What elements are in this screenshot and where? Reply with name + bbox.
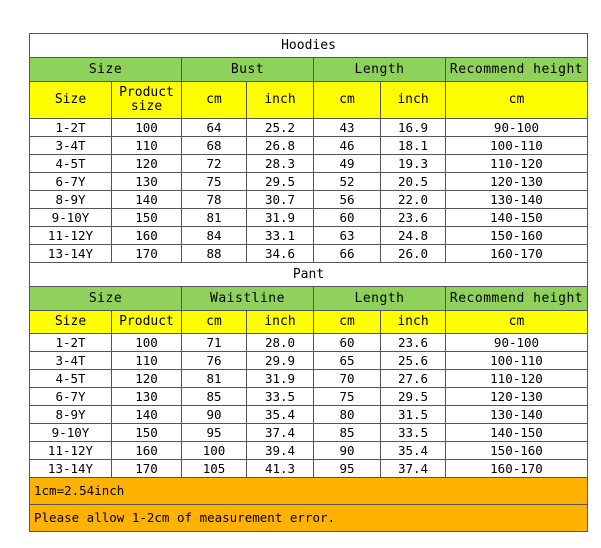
table-cell-length-inch: 35.4 (381, 442, 446, 460)
table-cell-size: 1-2T (30, 119, 112, 137)
conversion-note: 1cm=2.54inch (30, 478, 588, 505)
table-cell-length-inch: 18.1 (381, 137, 446, 155)
table-cell-size: 3-4T (30, 137, 112, 155)
table-cell-length-cm: 49 (314, 155, 381, 173)
table-cell-col-3: 64 (182, 119, 247, 137)
subheader-length-inch: inch (381, 311, 446, 334)
table-cell-recommend-height: 110-120 (446, 155, 588, 173)
table-cell-recommend-height: 130-140 (446, 191, 588, 209)
subheader-waist-cm: cm (182, 311, 247, 334)
table-cell-size: 8-9Y (30, 191, 112, 209)
table-row (30, 424, 588, 442)
table-cell-col-3: 75 (182, 173, 247, 191)
table-cell-length-cm: 46 (314, 137, 381, 155)
table-cell-col-4: 41.3 (247, 460, 314, 478)
table-cell-col-3: 105 (182, 460, 247, 478)
table-cell-recommend-height: 130-140 (446, 406, 588, 424)
table-cell-length-cm: 70 (314, 370, 381, 388)
table-cell-product-size: 100 (112, 119, 182, 137)
table-cell-product-size: 160 (112, 227, 182, 245)
group-header-bust: Bust (182, 58, 314, 82)
table-cell-col-4: 28.0 (247, 334, 314, 352)
table-cell-col-4: 29.5 (247, 173, 314, 191)
table-cell-length-cm: 65 (314, 352, 381, 370)
table-cell-recommend-height: 120-130 (446, 173, 588, 191)
table-cell-col-4: 34.6 (247, 245, 314, 263)
table-cell-length-cm: 95 (314, 460, 381, 478)
table-cell-recommend-height: 150-160 (446, 442, 588, 460)
hoodies-title: Hoodies (30, 34, 588, 58)
group-header-length: Length (314, 287, 446, 311)
table-cell-size: 4-5T (30, 155, 112, 173)
table-cell-col-4: 33.1 (247, 227, 314, 245)
table-cell-col-3: 76 (182, 352, 247, 370)
table-cell-size: 9-10Y (30, 424, 112, 442)
table-cell-product-size: 110 (112, 352, 182, 370)
hoodies-subheader-row (30, 82, 588, 119)
table-cell-col-4: 31.9 (247, 209, 314, 227)
group-header-waistline: Waistline (182, 287, 314, 311)
table-cell-length-inch: 22.0 (381, 191, 446, 209)
group-header-recommend-height: Recommend height (446, 287, 588, 311)
table-cell-product-size: 130 (112, 388, 182, 406)
pant-subheader-row (30, 311, 588, 334)
table-cell-length-inch: 31.5 (381, 406, 446, 424)
table-cell-col-4: 26.8 (247, 137, 314, 155)
table-cell-col-4: 37.4 (247, 424, 314, 442)
table-cell-product-size: 150 (112, 424, 182, 442)
table-cell-product-size: 110 (112, 137, 182, 155)
table-cell-recommend-height: 90-100 (446, 119, 588, 137)
table-cell-size: 3-4T (30, 352, 112, 370)
table-cell-length-inch: 37.4 (381, 460, 446, 478)
subheader-bust-inch: inch (247, 82, 314, 119)
table-cell-col-3: 88 (182, 245, 247, 263)
table-cell-recommend-height: 160-170 (446, 460, 588, 478)
table-cell-size: 11-12Y (30, 442, 112, 460)
table-cell-size: 8-9Y (30, 406, 112, 424)
table-cell-product-size: 150 (112, 209, 182, 227)
table-cell-col-3: 72 (182, 155, 247, 173)
table-row (30, 352, 588, 370)
subheader-bust-cm: cm (182, 82, 247, 119)
error-note-row (30, 505, 588, 532)
table-cell-length-inch: 23.6 (381, 334, 446, 352)
hoodies-title-row (30, 34, 588, 58)
table-row (30, 460, 588, 478)
table-cell-length-inch: 27.6 (381, 370, 446, 388)
hoodies-group-header-row (30, 58, 588, 82)
table-cell-size: 6-7Y (30, 173, 112, 191)
table-row (30, 442, 588, 460)
subheader-length-cm: cm (314, 311, 381, 334)
table-cell-col-3: 71 (182, 334, 247, 352)
table-cell-size: 13-14Y (30, 245, 112, 263)
pant-title-row (30, 263, 588, 287)
table-cell-length-inch: 26.0 (381, 245, 446, 263)
conversion-note-row (30, 478, 588, 505)
pant-group-header-row (30, 287, 588, 311)
table-row (30, 119, 588, 137)
table-cell-recommend-height: 150-160 (446, 227, 588, 245)
table-cell-product-size: 130 (112, 173, 182, 191)
size-table-body (30, 34, 588, 532)
table-cell-col-3: 68 (182, 137, 247, 155)
table-cell-col-4: 28.3 (247, 155, 314, 173)
table-row (30, 245, 588, 263)
table-cell-length-inch: 19.3 (381, 155, 446, 173)
table-cell-product-size: 140 (112, 191, 182, 209)
table-row (30, 406, 588, 424)
table-cell-col-4: 39.4 (247, 442, 314, 460)
table-cell-col-3: 85 (182, 388, 247, 406)
measurement-error-note: Please allow 1-2cm of measurement error. (30, 505, 588, 532)
table-cell-length-inch: 25.6 (381, 352, 446, 370)
table-cell-col-3: 95 (182, 424, 247, 442)
table-cell-length-inch: 23.6 (381, 209, 446, 227)
table-cell-col-4: 29.9 (247, 352, 314, 370)
subheader-product-size: Product size (112, 82, 182, 119)
subheader-waist-inch: inch (247, 311, 314, 334)
pant-title: Pant (30, 263, 588, 287)
table-cell-product-size: 170 (112, 245, 182, 263)
table-cell-length-cm: 75 (314, 388, 381, 406)
table-cell-recommend-height: 100-110 (446, 137, 588, 155)
table-cell-length-cm: 85 (314, 424, 381, 442)
group-header-length: Length (314, 58, 446, 82)
table-cell-col-4: 35.4 (247, 406, 314, 424)
table-cell-recommend-height: 110-120 (446, 370, 588, 388)
subheader-length-inch: inch (381, 82, 446, 119)
size-chart (29, 33, 587, 532)
table-cell-length-inch: 20.5 (381, 173, 446, 191)
table-cell-col-3: 90 (182, 406, 247, 424)
table-cell-size: 11-12Y (30, 227, 112, 245)
table-cell-product-size: 120 (112, 370, 182, 388)
table-cell-product-size: 140 (112, 406, 182, 424)
table-row (30, 334, 588, 352)
table-row (30, 388, 588, 406)
table-cell-product-size: 160 (112, 442, 182, 460)
table-cell-recommend-height: 120-130 (446, 388, 588, 406)
subheader-length-cm: cm (314, 82, 381, 119)
table-cell-col-4: 33.5 (247, 388, 314, 406)
table-row (30, 173, 588, 191)
table-cell-product-size: 100 (112, 334, 182, 352)
table-cell-size: 9-10Y (30, 209, 112, 227)
table-cell-recommend-height: 140-150 (446, 209, 588, 227)
table-cell-length-cm: 60 (314, 334, 381, 352)
table-cell-length-cm: 80 (314, 406, 381, 424)
size-table (29, 33, 588, 532)
table-cell-length-inch: 33.5 (381, 424, 446, 442)
table-cell-length-inch: 29.5 (381, 388, 446, 406)
table-cell-product-size: 120 (112, 155, 182, 173)
group-header-recommend-height: Recommend height (446, 58, 588, 82)
table-cell-product-size: 170 (112, 460, 182, 478)
table-cell-col-4: 31.9 (247, 370, 314, 388)
table-cell-col-4: 30.7 (247, 191, 314, 209)
table-row (30, 209, 588, 227)
table-cell-size: 1-2T (30, 334, 112, 352)
table-cell-length-inch: 16.9 (381, 119, 446, 137)
group-header-size: Size (30, 287, 182, 311)
table-cell-length-cm: 60 (314, 209, 381, 227)
table-cell-size: 4-5T (30, 370, 112, 388)
table-row (30, 227, 588, 245)
subheader-size: Size (30, 82, 112, 119)
subheader-product: Product (112, 311, 182, 334)
table-cell-col-3: 100 (182, 442, 247, 460)
table-cell-col-3: 81 (182, 209, 247, 227)
table-cell-recommend-height: 140-150 (446, 424, 588, 442)
table-cell-length-cm: 56 (314, 191, 381, 209)
table-cell-size: 6-7Y (30, 388, 112, 406)
subheader-height-cm: cm (446, 311, 588, 334)
table-cell-col-4: 25.2 (247, 119, 314, 137)
table-row (30, 137, 588, 155)
table-cell-recommend-height: 90-100 (446, 334, 588, 352)
table-cell-length-cm: 43 (314, 119, 381, 137)
table-cell-col-3: 84 (182, 227, 247, 245)
table-row (30, 370, 588, 388)
table-row (30, 191, 588, 209)
table-cell-length-cm: 90 (314, 442, 381, 460)
table-cell-recommend-height: 160-170 (446, 245, 588, 263)
table-cell-length-inch: 24.8 (381, 227, 446, 245)
table-cell-length-cm: 66 (314, 245, 381, 263)
subheader-size: Size (30, 311, 112, 334)
table-cell-col-3: 78 (182, 191, 247, 209)
subheader-height-cm: cm (446, 82, 588, 119)
table-row (30, 155, 588, 173)
table-cell-recommend-height: 100-110 (446, 352, 588, 370)
table-cell-length-cm: 63 (314, 227, 381, 245)
table-cell-length-cm: 52 (314, 173, 381, 191)
table-cell-col-3: 81 (182, 370, 247, 388)
group-header-size: Size (30, 58, 182, 82)
table-cell-size: 13-14Y (30, 460, 112, 478)
